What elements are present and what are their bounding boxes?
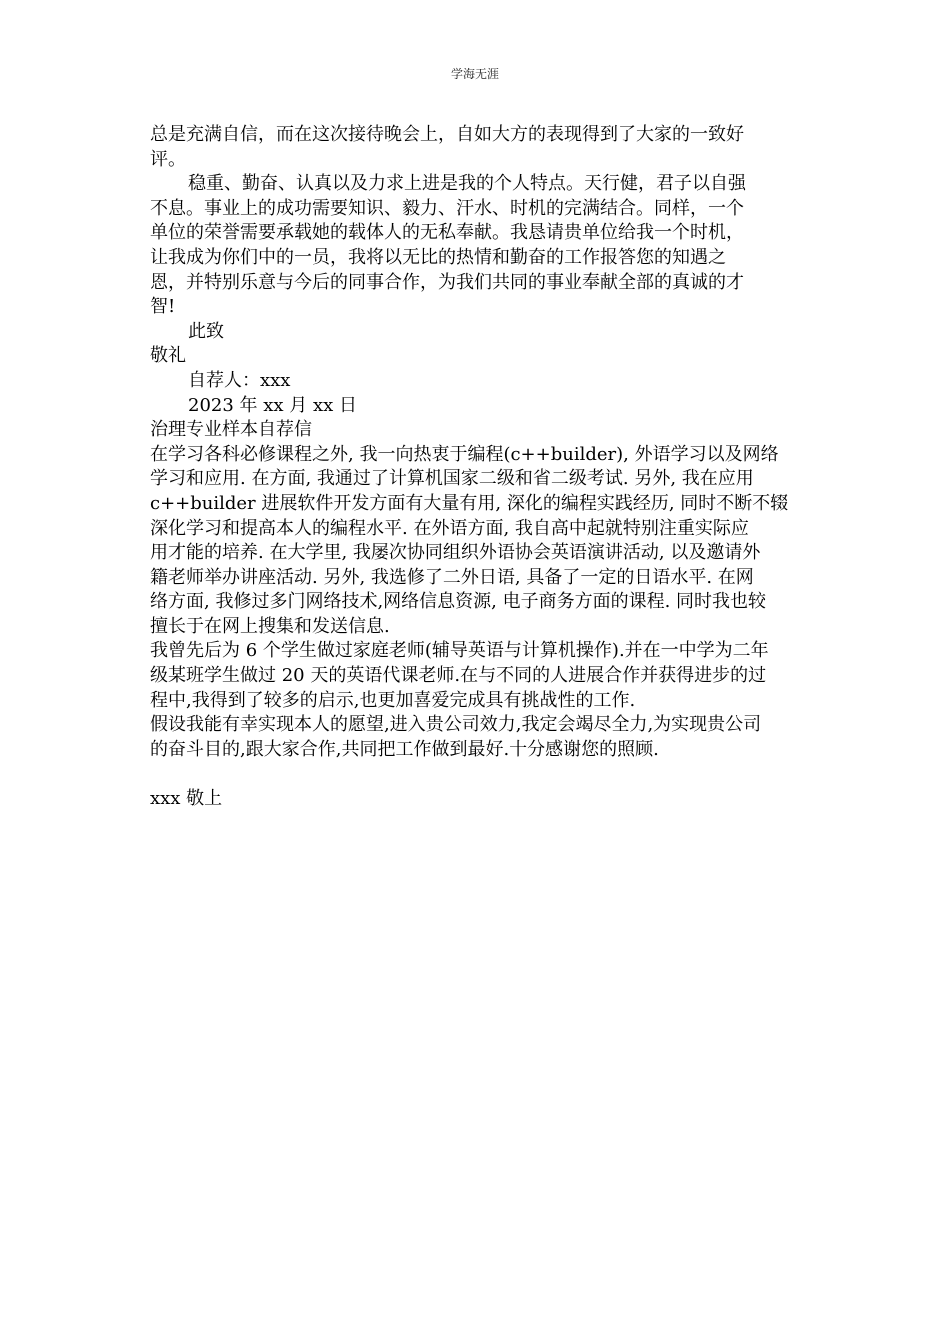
- paragraph-line: 恩，并特别乐意与今后的同事合作，为我们共同的事业奉献全部的真诚的才: [150, 271, 744, 293]
- letter-title: 治理专业样本自荐信: [150, 419, 312, 441]
- paragraph-line: 用才能的培养. 在大学里, 我屡次协同组织外语协会英语演讲活动, 以及邀请外: [150, 542, 761, 564]
- paragraph-line: 总是充满自信，而在这次接待晚会上，自如大方的表现得到了大家的一致好: [150, 124, 744, 145]
- signoff-line: xxx 敬上: [150, 788, 223, 810]
- paragraph-line: 让我成为你们中的一员，我将以无比的热情和勤奋的工作报答您的知遇之: [150, 246, 726, 268]
- closing-salutation: 此致: [188, 320, 224, 342]
- paragraph-line: 深化学习和提高本人的编程水平. 在外语方面, 我自高中起就特别注重实际应: [150, 517, 749, 539]
- paragraph-line: c++builder 进展软件开发方面有大量有用, 深化的编程实践经历, 同时不断不辍: [150, 492, 789, 514]
- paragraph-line: 在学习各科必修课程之外, 我一向热衷于编程(c++builder), 外语学习以及网络: [150, 443, 779, 465]
- paragraph-line: 擅长于在网上搜集和发送信息.: [150, 615, 390, 637]
- paragraph-line: 不息。事业上的成功需要知识、毅力、汗水、时机的完满结合。同样，一个: [150, 197, 744, 219]
- paragraph-line: 程中,我得到了较多的启示,也更加喜爱完成具有挑战性的工作.: [150, 689, 636, 711]
- paragraph-line: 我曾先后为 6 个学生做过家庭老师(辅导英语与计算机操作).并在一中学为二年: [150, 640, 769, 662]
- paragraph-line: 智!: [150, 296, 176, 318]
- paragraph-line: 假设我能有幸实现本人的愿望,进入贵公司效力,我定会竭尽全力,为实现贵公司: [150, 714, 762, 736]
- closing-regards: 敬礼: [150, 345, 186, 367]
- date-line: 2023 年 xx 月 xx 日: [188, 394, 358, 416]
- document-body: [150, 123, 810, 812]
- paragraph-line: 络方面, 我修过多门网络技术,网络信息资源, 电子商务方面的课程. 同时我也较: [150, 591, 767, 613]
- paragraph-line: 学习和应用. 在方面, 我通过了计算机国家二级和省二级考试. 另外, 我在应用: [150, 468, 754, 490]
- paragraph-line: 的奋斗目的,跟大家合作,共同把工作做到最好.十分感谢您的照顾.: [150, 738, 659, 760]
- paragraph-line: 单位的荣誉需要承载她的载体人的无私奉献。我恳请贵单位给我一个时机，: [150, 222, 744, 244]
- page-header: 学海无涯: [450, 67, 499, 81]
- paragraph-line: 稳重、勤奋、认真以及力求上进是我的个人特点。天行健，君子以自强: [188, 173, 746, 195]
- blank-line: [150, 762, 810, 787]
- paragraph-line: 籍老师举办讲座活动. 另外, 我选修了二外日语, 具备了一定的日语水平. 在网: [150, 566, 754, 588]
- paragraph-line: 评。: [150, 148, 186, 170]
- paragraph-line: 级某班学生做过 20 天的英语代课老师.在与不同的人进展合作并获得进步的过: [150, 665, 767, 687]
- signer-line: 自荐人：xxx: [188, 369, 291, 391]
